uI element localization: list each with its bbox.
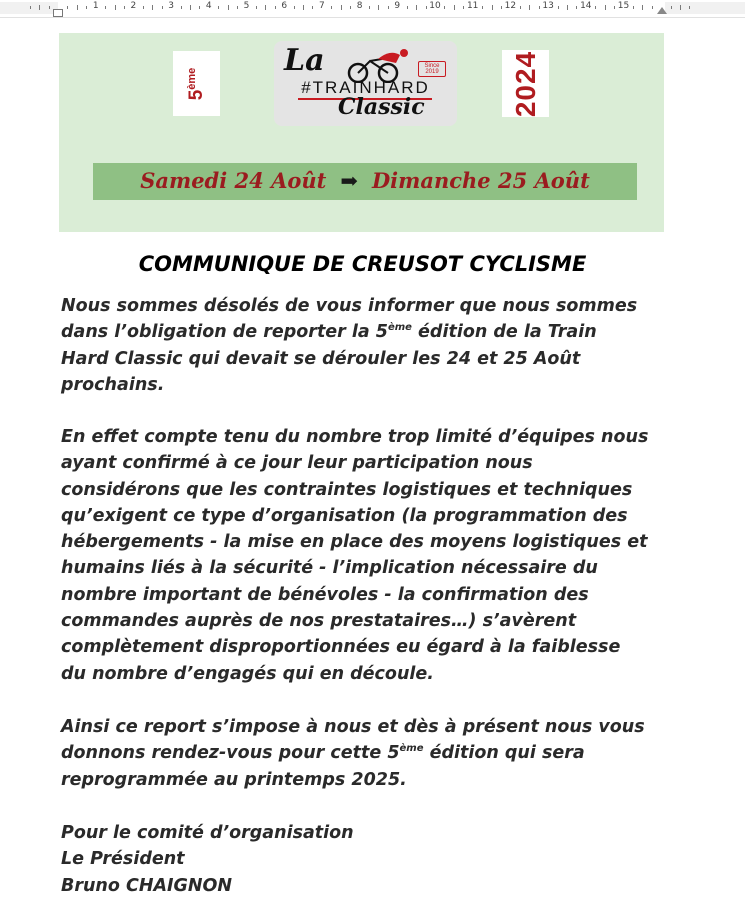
ruler-number: 10	[429, 1, 441, 11]
ruler-number: 11	[466, 1, 479, 11]
ruler-tick	[416, 5, 417, 10]
ruler-tick	[67, 6, 68, 9]
logo-since-badge: Since 2019	[418, 61, 446, 77]
ruler-tick	[680, 5, 681, 10]
ruler-tick	[567, 5, 568, 10]
edition-badge	[173, 51, 220, 116]
ruler-number: 9	[394, 1, 401, 11]
ruler-number: 5	[243, 1, 250, 11]
paragraph-announcement	[61, 293, 701, 398]
date-bar	[93, 163, 637, 200]
ruler-tick	[605, 5, 606, 10]
ruler-number: 15	[617, 1, 630, 11]
text-line: nombre important de bénévoles - la confirmation des	[61, 584, 589, 605]
signature-name: Bruno CHAIGNON	[61, 875, 233, 896]
ruler-tick	[529, 5, 530, 10]
date-start: Samedi 24 Août	[140, 168, 327, 193]
ruler-tick	[312, 6, 313, 9]
ruler-number: 14	[580, 1, 592, 11]
ruler-tick	[237, 6, 238, 9]
ruler-number: 4	[205, 1, 212, 11]
text-line: Hard Classic qui devait se dérouler les 24 et 25 Août	[61, 348, 581, 369]
text-line: du nombre d’engagés qui en découle.	[61, 663, 434, 684]
edition-label: 5ème	[185, 67, 207, 100]
ruler-tick	[152, 5, 153, 10]
right-indent-marker[interactable]	[657, 7, 666, 15]
ruler-tick	[369, 6, 370, 9]
date-end: Dimanche 25 Août	[371, 168, 590, 193]
left-indent-marker[interactable]	[53, 0, 62, 16]
ruler-tick	[294, 6, 295, 9]
ruler-tick	[49, 6, 50, 9]
ruler-tick	[331, 6, 332, 9]
ruler-tick	[341, 5, 342, 10]
ruler-tick	[303, 5, 304, 10]
ruler-tick	[454, 5, 455, 10]
text-line: Ainsi ce report s’impose à nous et dès à présent nous vous	[61, 717, 645, 737]
ruler-tick	[30, 6, 31, 9]
year-badge	[502, 50, 549, 117]
ruler-tick	[407, 6, 408, 9]
ruler-number: 6	[281, 1, 288, 11]
ruler-tick	[350, 6, 351, 9]
horizontal-ruler[interactable]	[0, 0, 745, 18]
text-line: commandes auprès de nos prestataires…) s’avèrent	[61, 611, 577, 632]
ruler-tick	[256, 6, 257, 9]
ruler-tick	[463, 6, 464, 9]
text-line: qu’exigent ce type d’organisation (la programmation des	[61, 505, 628, 526]
ruler-tick	[576, 6, 577, 9]
paragraph-reschedule	[61, 714, 701, 793]
ruler-tick	[689, 6, 690, 9]
train-hard-classic-logo	[274, 41, 457, 126]
ruler-number: 13	[542, 1, 554, 11]
right-arrow-icon: ➡	[340, 168, 358, 193]
ruler-number: 1	[92, 1, 99, 11]
text-line: humains liés à la sécurité - l’implication nécessaire du	[61, 558, 598, 579]
ruler-tick	[426, 6, 427, 9]
paragraph-reasons	[61, 424, 701, 687]
ruler-tick	[124, 6, 125, 9]
ruler-tick	[444, 6, 445, 9]
ruler-tick	[642, 5, 643, 10]
ruler-tick	[388, 6, 389, 9]
ruler-tick	[228, 5, 229, 10]
ruler-right-margin	[665, 2, 745, 14]
ruler-tick	[181, 6, 182, 9]
ruler-tick	[39, 5, 40, 10]
text-line: prochains.	[61, 374, 165, 395]
logo-classic-text: Classic	[338, 94, 425, 120]
text-line: complètement disproportionnées eu égard à la faiblesse	[61, 637, 621, 658]
signature-line: Le Président	[61, 849, 185, 870]
text-line: considérons que les contraintes logistiques et techniques	[61, 479, 633, 500]
ruler-number: 8	[356, 1, 363, 11]
ruler-tick	[105, 6, 106, 9]
event-dates	[93, 168, 637, 193]
logo-la-text: La	[284, 43, 325, 78]
ruler-number: 3	[168, 1, 174, 11]
ruler-tick	[190, 5, 191, 10]
ruler-tick	[143, 6, 144, 9]
text-line: donnons rendez-vous pour cette 5ème édition qui sera	[61, 743, 585, 764]
ruler-tick	[265, 5, 266, 10]
ruler-tick	[162, 6, 163, 9]
ruler-tick	[539, 6, 540, 9]
ruler-tick	[558, 6, 559, 9]
signature-block	[61, 820, 701, 899]
ruler-number: 12	[504, 1, 517, 11]
ruler-tick	[275, 6, 276, 9]
ruler-tick	[378, 5, 379, 10]
logo-trainhard-text: #TRAINHARD	[301, 78, 430, 97]
text-line: hébergements - la mise en place des moyens logistiques et	[61, 532, 648, 553]
ruler-tick	[482, 6, 483, 9]
ruler-tick	[520, 6, 521, 9]
text-line: Nous sommes désolés de vous informer que nous sommes	[61, 296, 638, 316]
ruler-tick	[501, 6, 502, 9]
year-label: 2024	[509, 50, 541, 117]
text-line: En effet compte tenu du nombre trop limité d’équipes nous	[61, 427, 649, 447]
signature-line: Pour le comité d’organisation	[61, 823, 354, 843]
ruler-tick	[614, 6, 615, 9]
ruler-number: 2	[130, 1, 137, 11]
ruler-tick	[595, 6, 596, 9]
ruler-tick	[86, 6, 87, 9]
ruler-tick	[115, 5, 116, 10]
ruler-tick	[492, 5, 493, 10]
text-line: reprogrammée au printemps 2025.	[61, 769, 407, 790]
ruler-tick	[77, 5, 78, 10]
ruler-number: 7	[319, 1, 325, 11]
ruler-tick	[218, 6, 219, 9]
text-line: dans l’obligation de reporter la 5ème édition de la Train	[61, 322, 597, 343]
text-line: ayant confirmé à ce jour leur participation nous	[61, 453, 533, 474]
ruler-tick	[671, 6, 672, 9]
ruler-tick	[199, 6, 200, 9]
ruler-tick	[652, 6, 653, 9]
document-title: COMMUNIQUE DE CREUSOT CYCLISME	[138, 252, 587, 276]
ruler-tick	[633, 6, 634, 9]
